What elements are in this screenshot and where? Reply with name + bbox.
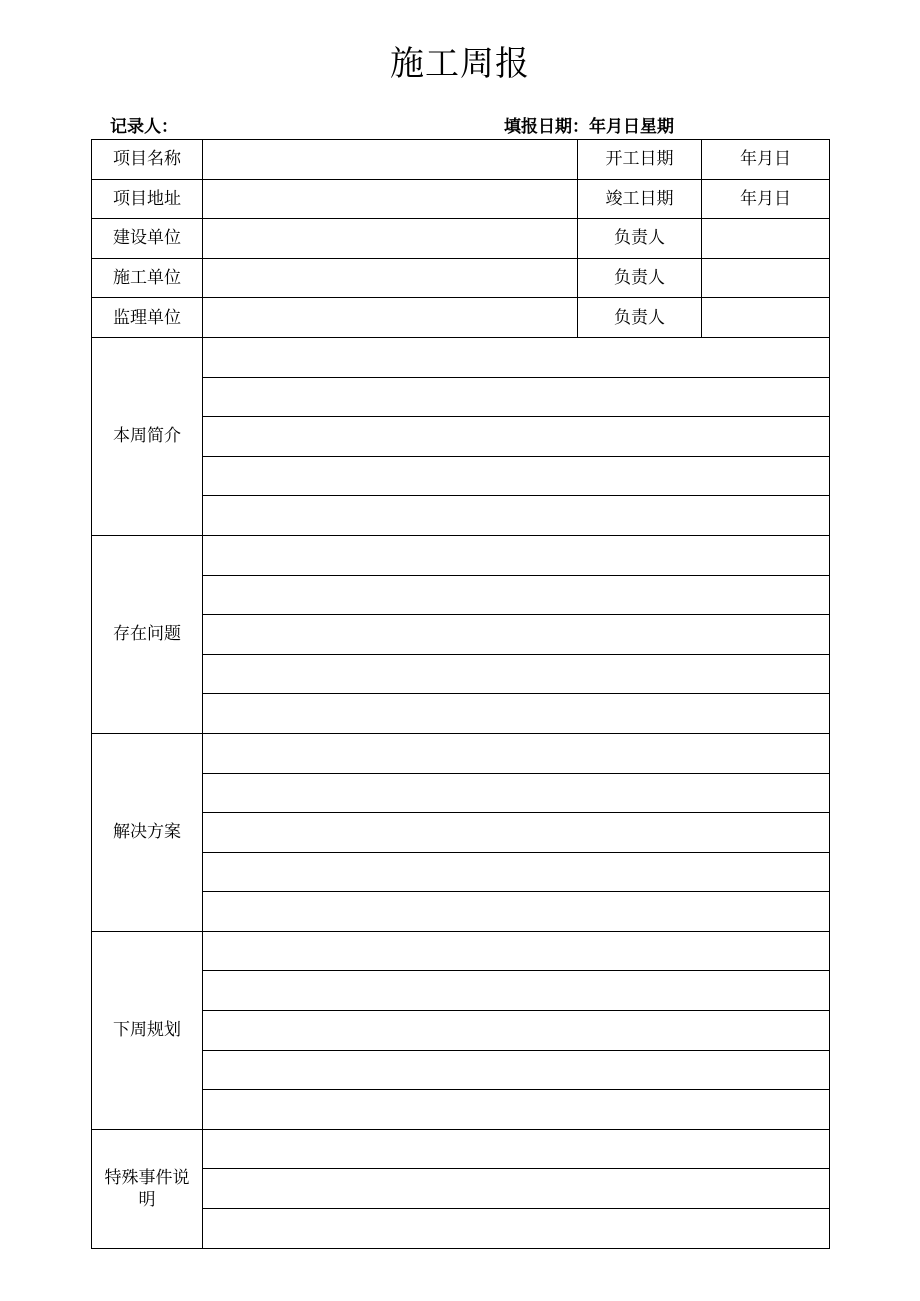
owner-responsible-label: 负责人 bbox=[578, 219, 702, 259]
section-row bbox=[92, 931, 830, 971]
section-row bbox=[92, 377, 830, 417]
info-row-project-address bbox=[92, 179, 830, 219]
section-row bbox=[92, 1209, 830, 1249]
section-row bbox=[92, 733, 830, 773]
section-row bbox=[92, 773, 830, 813]
next-week-plan-line[interactable] bbox=[203, 1011, 830, 1051]
next-week-plan-line[interactable] bbox=[203, 1050, 830, 1090]
recorder-label: 记录人： bbox=[110, 117, 178, 137]
section-row bbox=[92, 971, 830, 1011]
construction-unit-label: 施工单位 bbox=[92, 258, 203, 298]
solutions-line[interactable] bbox=[203, 813, 830, 853]
existing-problems-line[interactable] bbox=[203, 615, 830, 655]
construction-responsible-label: 负责人 bbox=[578, 258, 702, 298]
weekly-summary-line[interactable] bbox=[203, 337, 830, 377]
page-title: 施工周报 bbox=[390, 44, 530, 84]
section-row bbox=[92, 1011, 830, 1051]
weekly-summary-line[interactable] bbox=[203, 496, 830, 536]
info-row-owner-unit bbox=[92, 219, 830, 259]
owner-responsible-field[interactable] bbox=[702, 219, 830, 259]
supervision-responsible-label: 负责人 bbox=[578, 298, 702, 338]
construction-responsible-field[interactable] bbox=[702, 258, 830, 298]
existing-problems-line[interactable] bbox=[203, 654, 830, 694]
section-label-next-week-plan: 下周规划 bbox=[92, 931, 203, 1129]
section-row bbox=[92, 496, 830, 536]
next-week-plan-line[interactable] bbox=[203, 931, 830, 971]
completion-date-label: 竣工日期 bbox=[578, 179, 702, 219]
solutions-line[interactable] bbox=[203, 733, 830, 773]
section-row bbox=[92, 1169, 830, 1209]
special-events-line[interactable] bbox=[203, 1169, 830, 1209]
owner-unit-field[interactable] bbox=[203, 219, 578, 259]
section-row bbox=[92, 575, 830, 615]
next-week-plan-line[interactable] bbox=[203, 971, 830, 1011]
owner-unit-label: 建设单位 bbox=[92, 219, 203, 259]
section-row bbox=[92, 1090, 830, 1130]
solutions-line[interactable] bbox=[203, 892, 830, 932]
next-week-plan-line[interactable] bbox=[203, 1090, 830, 1130]
section-row bbox=[92, 1050, 830, 1090]
info-row-construction-unit bbox=[92, 258, 830, 298]
supervision-unit-label: 监理单位 bbox=[92, 298, 203, 338]
supervision-responsible-field[interactable] bbox=[702, 298, 830, 338]
section-row bbox=[92, 1129, 830, 1169]
section-label-special-events: 特殊事件说明 bbox=[92, 1129, 203, 1248]
info-row-project-name bbox=[92, 140, 830, 180]
weekly-report-form bbox=[91, 139, 830, 1249]
project-address-label: 项目地址 bbox=[92, 179, 203, 219]
start-date-label: 开工日期 bbox=[578, 140, 702, 180]
section-label-weekly-summary: 本周简介 bbox=[92, 337, 203, 535]
fill-date-label: 填报日期：年月日星期 bbox=[504, 117, 674, 137]
solutions-line[interactable] bbox=[203, 773, 830, 813]
section-row bbox=[92, 654, 830, 694]
completion-date-field[interactable]: 年月日 bbox=[702, 179, 830, 219]
section-row bbox=[92, 892, 830, 932]
start-date-field[interactable]: 年月日 bbox=[702, 140, 830, 180]
special-events-line[interactable] bbox=[203, 1129, 830, 1169]
weekly-summary-line[interactable] bbox=[203, 456, 830, 496]
project-name-label: 项目名称 bbox=[92, 140, 203, 180]
section-row bbox=[92, 417, 830, 457]
section-label-existing-problems: 存在问题 bbox=[92, 535, 203, 733]
section-label-solutions: 解决方案 bbox=[92, 733, 203, 931]
section-row bbox=[92, 535, 830, 575]
section-row bbox=[92, 456, 830, 496]
project-name-field[interactable] bbox=[203, 140, 578, 180]
section-row bbox=[92, 694, 830, 734]
solutions-line[interactable] bbox=[203, 852, 830, 892]
special-events-line[interactable] bbox=[203, 1209, 830, 1249]
info-row-supervision-unit bbox=[92, 298, 830, 338]
project-address-field[interactable] bbox=[203, 179, 578, 219]
weekly-summary-line[interactable] bbox=[203, 417, 830, 457]
supervision-unit-field[interactable] bbox=[203, 298, 578, 338]
construction-unit-field[interactable] bbox=[203, 258, 578, 298]
section-row bbox=[92, 813, 830, 853]
section-row bbox=[92, 852, 830, 892]
existing-problems-line[interactable] bbox=[203, 694, 830, 734]
section-row bbox=[92, 615, 830, 655]
existing-problems-line[interactable] bbox=[203, 575, 830, 615]
existing-problems-line[interactable] bbox=[203, 535, 830, 575]
weekly-summary-line[interactable] bbox=[203, 377, 830, 417]
section-row bbox=[92, 337, 830, 377]
